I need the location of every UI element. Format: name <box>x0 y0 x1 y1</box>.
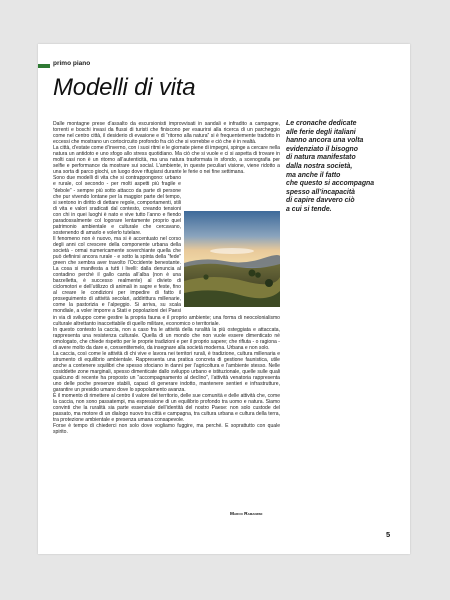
pull-quote-line: spesso all’incapacità <box>286 188 355 196</box>
pull-quote-line: di capire davvero ciò <box>286 197 355 205</box>
pull-quote-line: ma anche il fatto <box>286 171 341 179</box>
body-paragraph: È il momento di rimettere al centro il valore del territorio, delle sue comunità e delle attività che, come la caccia, non sono passatempi, ma espressione di un equilibrio profondo tra uomo e natura. Siamo convinti che la ruralità sia parte essenziale dell’identità del nostro Paese: non solo custode del passato, ma motore di un dialogo nuovo tra città e campagna, tra cultura urbana e cultura della terra, tra protezione ambientale e presenza umana consapevole. <box>53 393 280 424</box>
pull-quote-line: hanno ancora una volta <box>286 137 364 145</box>
pull-quote <box>286 120 398 215</box>
body-paragraph: Forse è tempo di chiederci non solo dove vogliamo fuggire, ma perché. E soprattutto con quale spirito. <box>53 423 280 436</box>
body-paragraph: La caccia, così come le attività di chi vive e lavora nei territori rurali, è tradizione, cultura millenaria e strumento di equilibrio ambientale. Rappresenta una pratica concreta di gestione faunistica, utile anche a contenere squilibri che spesso sfociano in danni per l’agricoltura e l’ambiente stesso. Nelle cosiddette zone marginali, spesso dimenticate dallo sviluppo urbano e istituzionale, quelle sulle quali qualcuno di recente ha proposto un “accompagnamento al declino”, l’attività venatoria rappresenta uno delle poche presenze stabili, capaci di generare indotto, mantenere sentieri e infrastrutture, garantire un presidio umano dove lo spopolamento avanza. <box>53 350 280 394</box>
pull-quote-line: evidenziato il bisogno <box>286 145 358 153</box>
pull-quote-line: a cui si tende. <box>286 205 332 213</box>
body-paragraph: In questo contesto la caccia, non a caso fra le attività della ruralità la più osteggiata e attaccata, rappresenta una resistenza culturale. Quella di un mondo che non vuole essere dimenticato né omologato, che chiede rispetto per le proprie tradizioni e per il proprio sapere; che rifiuta - o ragiona - di avere molto da dare e, consentitemelo, da insegnare alla società moderna. Urbana e non solo. <box>53 326 280 351</box>
countryside-photo <box>184 211 280 307</box>
section-accent-bar <box>38 64 50 68</box>
page-number: 5 <box>386 530 391 539</box>
article-body <box>53 121 280 435</box>
body-paragraph: Sono due modelli di vita che si contrappongono: urbano e rurale, col secondo - per molti aspetti più fragile e “debole” - sempre più sotto attacco da parte di persone che pur vivendo lontane per la maggior parte del tempo, si sentono in diritto di dettare regole, comportamenti, stili di vita e valori sradicati dal contesto, creando tensioni con chi in quei luoghi è nato e vive tutto l’anno e fiendo paradossalmente col logorare lentamente proprio quel patrimonio ambientale e culturale che cercavano, sostenendo di amarlo e volerlo tutelare. <box>53 175 181 236</box>
pull-quote-line: alle ferie degli italiani <box>286 128 356 136</box>
body-paragraph: Dalle montagne prese d’assalto da escursionisti improvvisati in sandali e infradito a campagne, torrenti e boschi invasi da flussi di turisti che finiscono per esaurirsi alla ricerca di un parcheggio come nel centro città, il desiderio di evasione e di “ritorno alla natura” si è frequentemente tradotto in eccessi che mostrano un cortocircuito profondo fra ciò che si vorrebbe e ciò che è in realtà. <box>53 121 280 146</box>
pull-quote-line: dalla nostra società, <box>286 162 353 170</box>
body-paragraph: Il fenomeno non è nuovo, ma si è accentuato nel corso degli anni col crescere della componente urbana della società - ormai numericamente soverchiante quella che può definirsi ancora rurale - e sotto la spinta della “fede” green che sembra aver travolto l’Occidente benestante. La cosa si manifesta a tutti i livelli: dalla denuncia al contadino perché il gallo canta all’alba (non è una barzelletta, è successo realmente) al divieto di ciclomotori e dell’utilizzo di animali in sagre e feste, fino al creare le condizioni per impedire di fatto il proseguimento di attività secolari, addirittura millenarie, come la pastorizia e l’alpeggio. Si arriva, su scala mondiale, a voler imporre a Stati e popolazioni dei Paesi in via di sviluppo come gestire la propria fauna e il proprio ambiente; una forma di neocolonialismo culturale altrettanto inaccettabile di quello militare, economico o territoriale. <box>53 235 280 327</box>
pull-quote-line: di natura manifestato <box>286 154 356 162</box>
pull-quote-line: Le cronache dedicate <box>286 120 357 127</box>
article-title: Modelli di vita <box>53 74 196 101</box>
pull-quote-line: che questo si accompagna <box>286 180 375 188</box>
section-label: primo piano <box>53 60 91 67</box>
magazine-page <box>38 44 410 554</box>
body-paragraph: La città, d’estate come d’inverno, con i suoi ritmi e le giornate piene di impegni, spinge a cercare nella natura un antidoto e uno sfogo allo stress quotidiano. Ma ciò che si vuole e ci si aspetta di trovare in molti casi non è un ritorno all’autenticità, ma una natura trasformata in sfondo, a scenografia per selfie e performance da mostrare sui social. L’ambiente, in queste peculiari visione, viene ridotto a una sorta di parco giochi, un luogo dove rifugiarsi durante le ferie o nei fine settimana. <box>53 145 280 176</box>
author-signature: Marco Ramanzini <box>230 512 263 517</box>
